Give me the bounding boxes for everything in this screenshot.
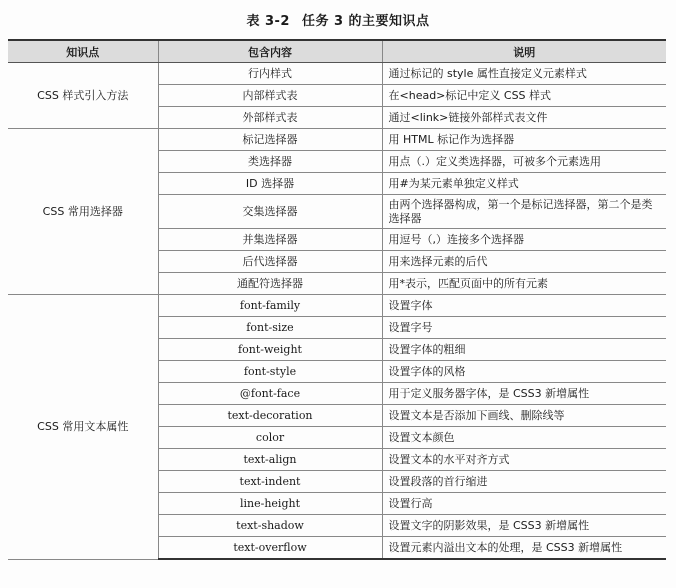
- table-title: 任务 3 的主要知识点: [301, 14, 430, 29]
- content-cell: @font-face: [158, 383, 382, 405]
- table-body: [8, 63, 666, 560]
- description-cell: 用于定义服务器字体，是 CSS3 新增属性: [382, 383, 666, 405]
- content-cell: 内部样式表: [158, 85, 382, 107]
- content-cell: font-weight: [158, 339, 382, 361]
- table-caption: [0, 10, 676, 29]
- description-cell: 用来选择元素的后代: [382, 251, 666, 273]
- content-cell: line-height: [158, 493, 382, 515]
- description-cell: 设置文字的阴影效果，是 CSS3 新增属性: [382, 515, 666, 537]
- knowledge-point-cell: CSS 样式引入方法: [8, 63, 158, 129]
- description-cell: 设置元素内溢出文本的处理，是 CSS3 新增属性: [382, 537, 666, 560]
- description-cell: 设置行高: [382, 493, 666, 515]
- content-cell: text-decoration: [158, 405, 382, 427]
- content-cell: 类选择器: [158, 151, 382, 173]
- content-cell: font-style: [158, 361, 382, 383]
- description-cell: 设置字体的风格: [382, 361, 666, 383]
- content-cell: 标记选择器: [158, 129, 382, 151]
- description-cell: 设置字体的粗细: [382, 339, 666, 361]
- content-cell: ID 选择器: [158, 173, 382, 195]
- content-cell: font-size: [158, 317, 382, 339]
- description-cell: 用 HTML 标记作为选择器: [382, 129, 666, 151]
- content-cell: 通配符选择器: [158, 273, 382, 295]
- knowledge-point-cell: CSS 常用选择器: [8, 129, 158, 295]
- description-cell: 在<head>标记中定义 CSS 样式: [382, 85, 666, 107]
- content-cell: text-shadow: [158, 515, 382, 537]
- content-cell: 后代选择器: [158, 251, 382, 273]
- table-header: [8, 40, 666, 63]
- header-content: 包含内容: [158, 40, 382, 63]
- table-row: [8, 63, 666, 85]
- content-cell: color: [158, 427, 382, 449]
- table-row: [8, 129, 666, 151]
- description-cell: 用*表示，匹配页面中的所有元素: [382, 273, 666, 295]
- content-cell: text-align: [158, 449, 382, 471]
- table-row: [8, 295, 666, 317]
- knowledge-point-cell: CSS 常用文本属性: [8, 295, 158, 560]
- content-cell: 行内样式: [158, 63, 382, 85]
- description-cell: 由两个选择器构成，第一个是标记选择器，第二个是类选择器: [382, 195, 666, 229]
- description-cell: 设置文本颜色: [382, 427, 666, 449]
- content-cell: 外部样式表: [158, 107, 382, 129]
- description-cell: 用点（.）定义类选择器，可被多个元素选用: [382, 151, 666, 173]
- content-cell: text-indent: [158, 471, 382, 493]
- description-cell: 设置字号: [382, 317, 666, 339]
- header-row: [8, 40, 666, 63]
- description-cell: 设置段落的首行缩进: [382, 471, 666, 493]
- table-number: 表 3-2: [246, 14, 290, 29]
- description-cell: 用逗号（,）连接多个选择器: [382, 229, 666, 251]
- description-cell: 用#为某元素单独定义样式: [382, 173, 666, 195]
- content-cell: 交集选择器: [158, 195, 382, 229]
- header-knowledge-point: 知识点: [8, 40, 158, 63]
- knowledge-table: [8, 39, 666, 560]
- description-cell: 设置文本是否添加下画线、删除线等: [382, 405, 666, 427]
- description-cell: 通过标记的 style 属性直接定义元素样式: [382, 63, 666, 85]
- content-cell: text-overflow: [158, 537, 382, 560]
- description-cell: 通过<link>链接外部样式表文件: [382, 107, 666, 129]
- description-cell: 设置字体: [382, 295, 666, 317]
- content-cell: 并集选择器: [158, 229, 382, 251]
- description-cell: 设置文本的水平对齐方式: [382, 449, 666, 471]
- content-cell: font-family: [158, 295, 382, 317]
- header-description: 说明: [382, 40, 666, 63]
